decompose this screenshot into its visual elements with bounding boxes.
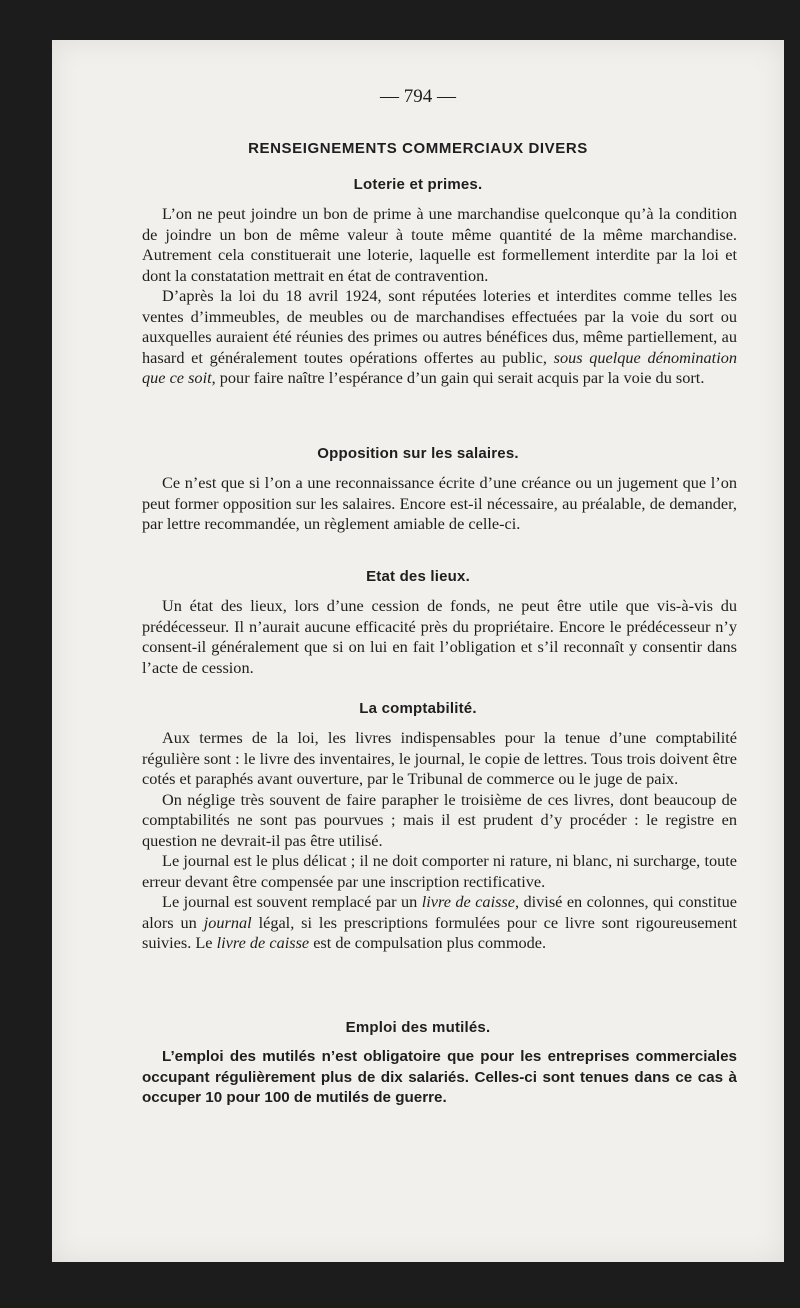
italic-phrase: sous quelque dénomination que ce soit	[142, 347, 737, 387]
paragraph: Le journal est souvent remplacé par un livre de caisse, divisé en colonnes, qui constitue alors un journal légal, si les prescriptions formulées pour ce livre sont rigoureusement suivies. Le livre de caisse est de compulsation plus commode.	[142, 892, 737, 952]
paragraph: L’on ne peut joindre un bon de prime à une marchandise quelconque qu’à la condition de joindre un bon de même valeur à toute même quantité de la même marchandise. Autrement cela constituerait une loterie, laquelle est formellement interdite par la loi et dont la constatation mettrait en état de contravention.	[142, 204, 737, 285]
paragraph: D’après la loi du 18 avril 1924, sont réputées loteries et interdites comme telles les ventes d’immeubles, de meubles ou de marchandises effectuées par la voie du sort ou auxquelles auraient été réunies des primes ou autres bénéfices dus, même partiellement, au hasard et généralement toutes opérations offertes au public, sous quelque dénomination que ce soit, pour faire naître l’espérance d’un gain qui serait acquis par la voie du sort.	[142, 286, 737, 387]
document-page	[52, 40, 784, 1262]
section-body-comptabilite	[142, 728, 737, 954]
section-heading-comptabilite: La comptabilité.	[359, 700, 477, 717]
italic-phrase: journal	[203, 912, 252, 932]
page-title: RENSEIGNEMENTS COMMERCIAUX DIVERS	[248, 140, 588, 157]
paragraph: Un état des lieux, lors d’une cession de fonds, ne peut être utile que vis-à-vis du prédécesseur. Il n’aurait aucune efficacité près du propriétaire. Encore le prédécesseur n’y consent-il généralement que si on lui en fait l’obligation et s’il reconnaît y consentir dans l’acte de cession.	[142, 596, 737, 677]
section-body-opposition	[142, 473, 737, 535]
italic-phrase: livre de caisse	[216, 933, 310, 952]
section-body-loterie	[142, 204, 737, 389]
section-heading-mutiles: Emploi des mutilés.	[345, 1019, 491, 1036]
paragraph: Le journal est le plus délicat ; il ne doit comporter ni rature, ni blanc, ni surcharge, toute erreur devant être compensée par une inscription rectificative.	[142, 851, 737, 891]
section-body-etat-des-lieux	[142, 596, 737, 678]
italic-phrase: livre de caisse	[421, 892, 515, 911]
section-body-mutiles	[142, 1047, 737, 1109]
section-heading-loterie: Loterie et primes.	[353, 176, 483, 193]
section-heading-etat-des-lieux: Etat des lieux.	[366, 568, 470, 585]
paragraph: Ce n’est que si l’on a une reconnaissance écrite d’une créance ou un jugement que l’on peut former opposition sur les salaires. Encore est-il nécessaire, au préalable, de demander, par lettre recommandée, un règlement amiable de celle-ci.	[142, 473, 737, 533]
paragraph: Aux termes de la loi, les livres indispensables pour la tenue d’une comptabilité régulière sont : le livre des inventaires, le journal, le copie de lettres. Tous trois doivent être cotés et paraphés avant ouverture, par le Tribunal de commerce ou le juge de paix.	[142, 728, 737, 788]
page-number: — 794 —	[380, 86, 456, 107]
paragraph: L’emploi des mutilés n’est obligatoire que pour les entreprises commerciales occupant régulièrement plus de dix salariés. Celles-ci sont tenues dans ce cas à occuper 10 pour 100 de mutilés de guerre.	[142, 1048, 737, 1106]
paragraph: On néglige très souvent de faire parapher le troisième de ces livres, dont beaucoup de comptabilités ne sont pas pourvues ; mais il est prudent d’y procéder : le registre en question ne devrait-il pas être utilisé.	[142, 789, 737, 850]
section-heading-opposition: Opposition sur les salaires.	[317, 445, 519, 462]
